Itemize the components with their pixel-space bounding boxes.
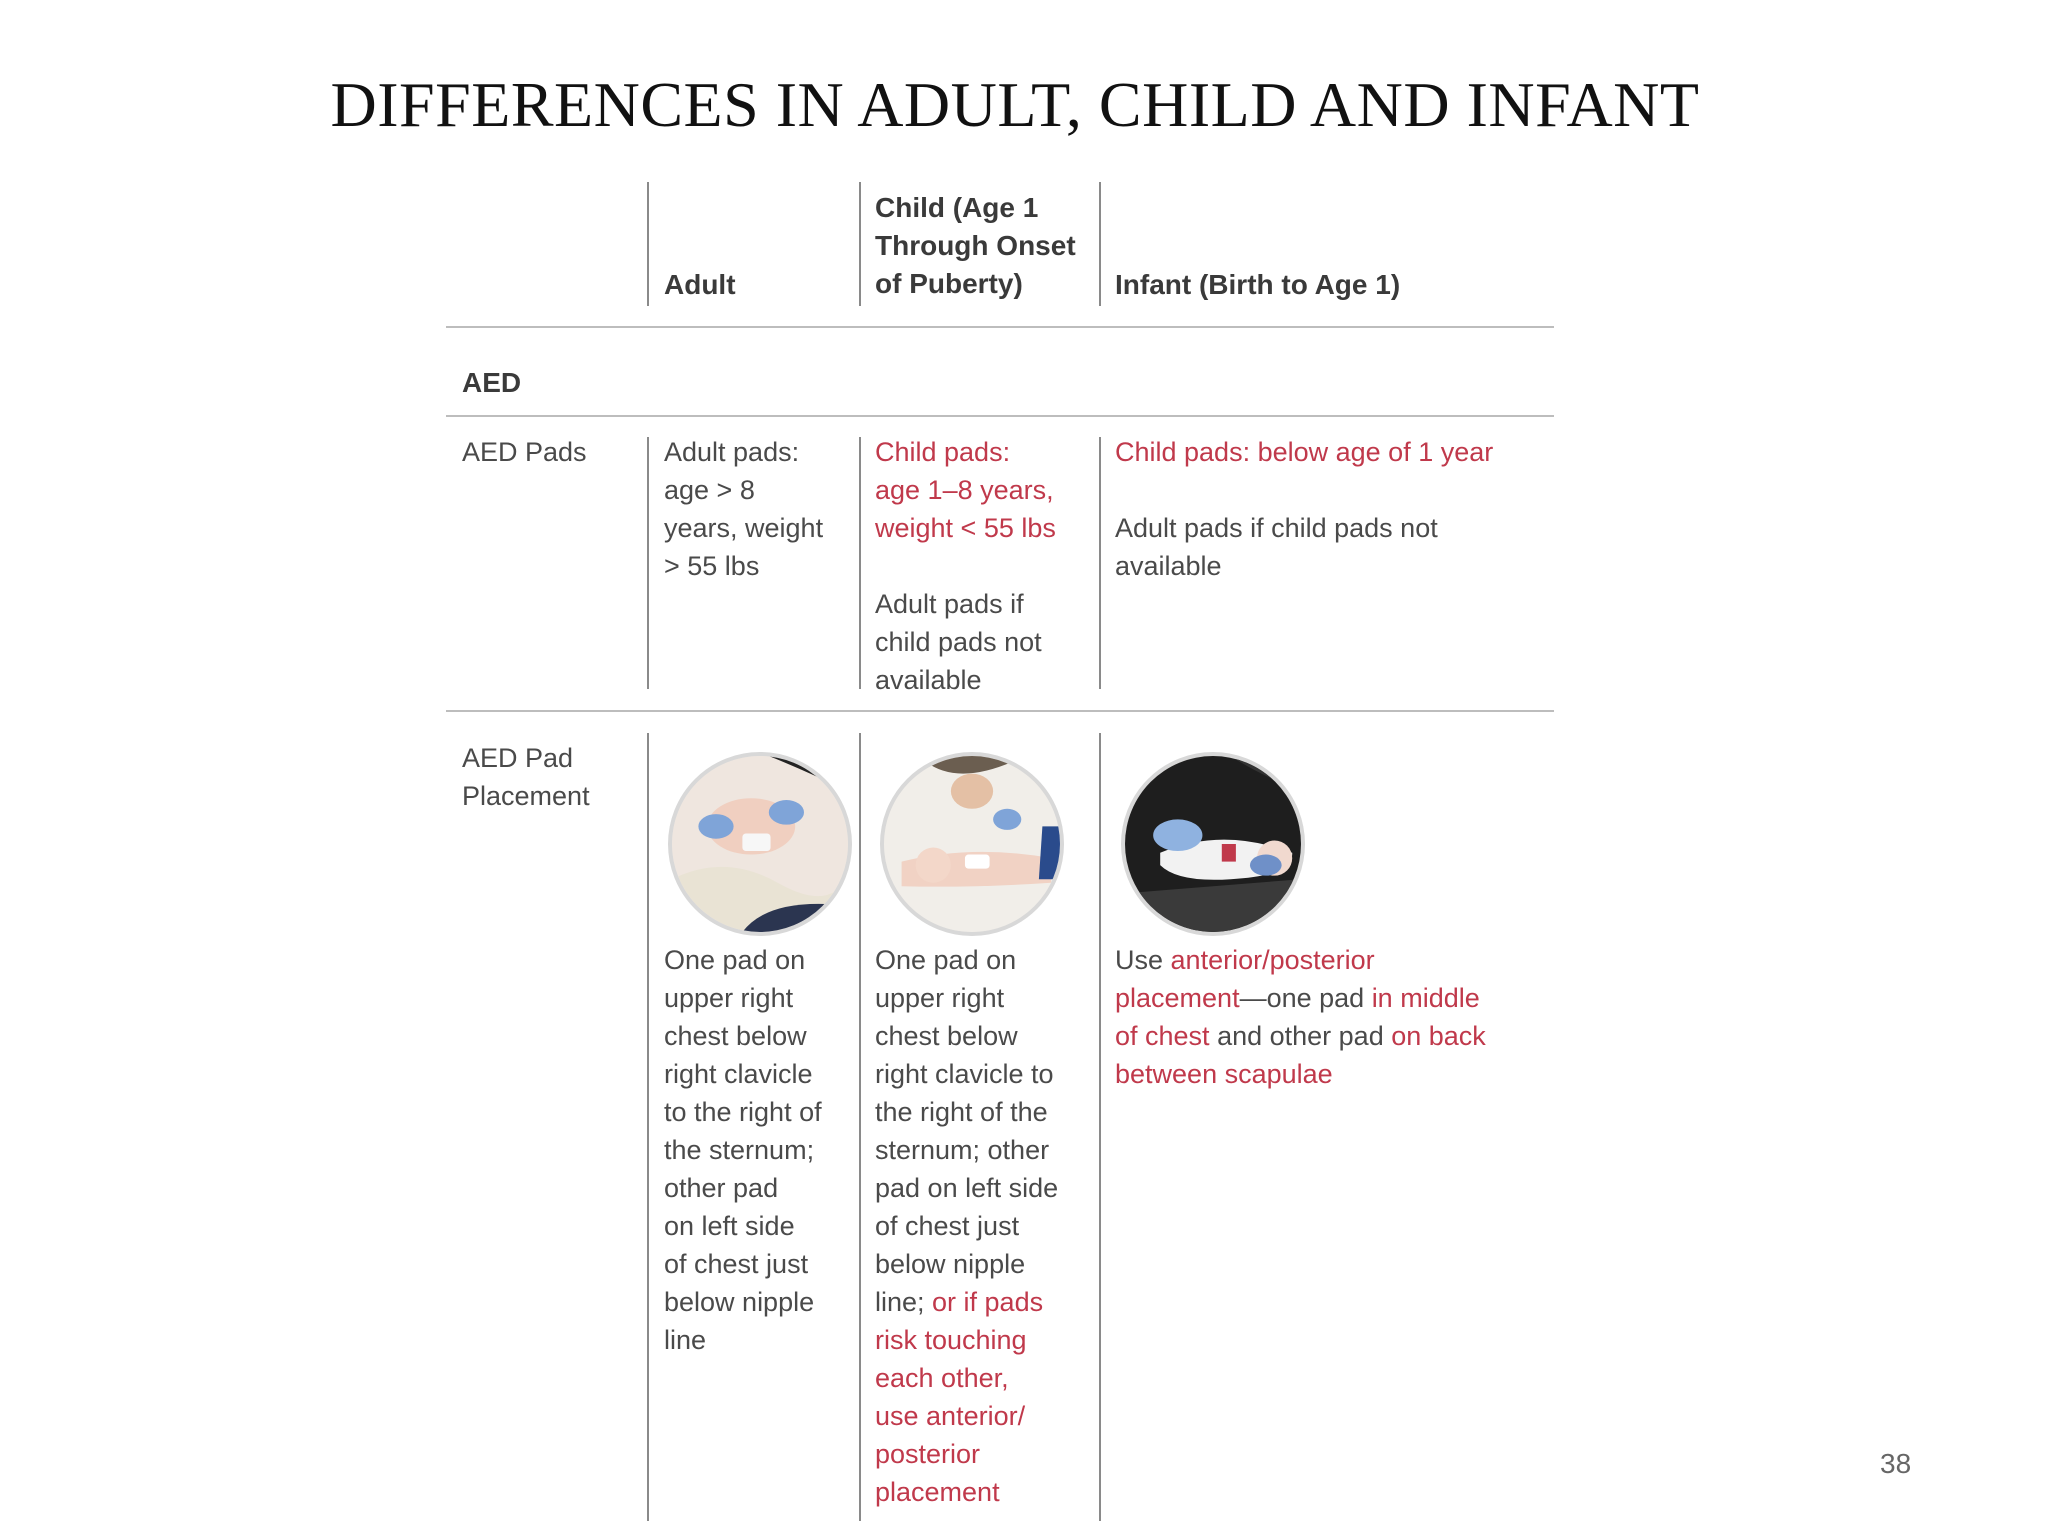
adult-pad-placement-image [668, 752, 852, 936]
header-adult: Adult [664, 269, 736, 300]
column-divider [647, 182, 649, 306]
header-child: Child (Age 1 Through Onset of Puberty) [875, 192, 1076, 299]
cell-infant-placement: Use anterior/posterior placement—one pad in middle of chest and other pad on back between scapulae [1115, 945, 1486, 1089]
column-divider [647, 733, 649, 1521]
column-divider [647, 437, 649, 689]
row-label-aed-pad-placement: AED Pad Placement [462, 743, 590, 811]
cell-adult-pads: Adult pads: age > 8 years, weight > 55 lbs [664, 437, 824, 581]
child-pad-placement-image [880, 752, 1064, 936]
slide-title: DIFFERENCES IN ADULT, CHILD AND INFANT [330, 69, 1700, 140]
row-divider [446, 415, 1554, 417]
header-infant: Infant (Birth to Age 1) [1115, 269, 1401, 300]
cell-child-pads: Child pads: age 1–8 years, weight < 55 lbs Adult pads if child pads not available [875, 437, 1056, 695]
cell-child-placement: One pad on upper right chest below right clavicle to the right of the sternum; other pad on left side of chest just below nipple line; or if pads risk touching each other, use anterior/ posterior placement [875, 945, 1059, 1507]
row-divider [446, 326, 1554, 328]
column-divider [1099, 182, 1101, 306]
row-label-aed-pads: AED Pads [462, 437, 587, 467]
column-divider [1099, 733, 1101, 1521]
column-divider [859, 733, 861, 1521]
column-divider [859, 437, 861, 689]
column-divider [1099, 437, 1101, 689]
infant-pad-placement-image [1121, 752, 1305, 936]
page-number: 38 [1880, 1448, 1912, 1479]
section-label-aed: AED [462, 367, 522, 398]
column-divider [859, 182, 861, 306]
cell-infant-pads: Child pads: below age of 1 year Adult pads if child pads not available [1115, 437, 1494, 581]
cell-adult-placement: One pad on upper right chest below right clavicle to the right of the sternum; other pad on left side of chest just below nipple line [664, 945, 822, 1355]
row-divider [446, 710, 1554, 712]
